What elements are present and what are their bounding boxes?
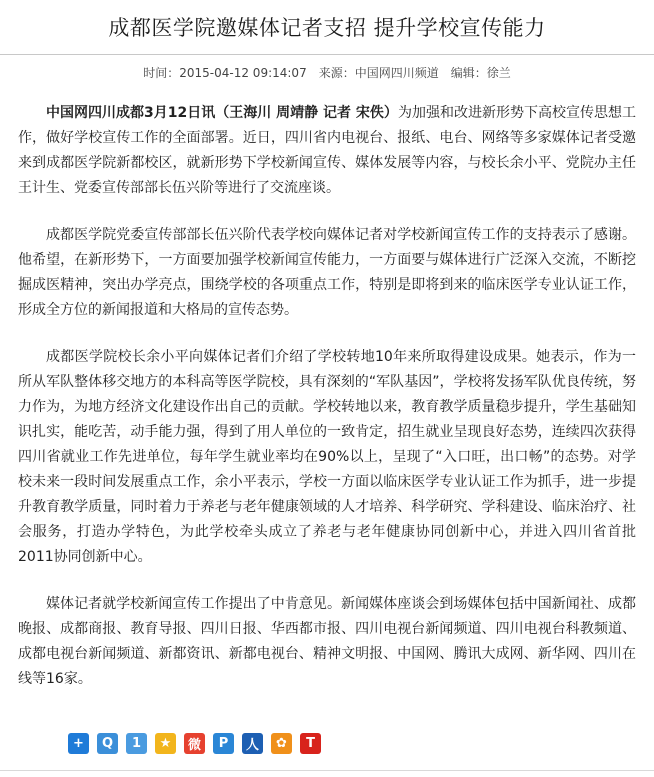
editor-name: 徐兰 <box>486 66 511 80</box>
paragraph-1 <box>18 101 636 201</box>
title-divider <box>0 54 654 55</box>
tianya-icon[interactable]: T <box>300 733 321 754</box>
paragraph-2: 成都医学院党委宣传部部长伍兴阶代表学校向媒体记者对学校新闻宣传工作的支持表示了感谢。他希望，在新形势下，一方面要加强学校新闻宣传能力，一方面要与媒体进行广泛深入交流，不断挖掘成医精神，突出办学亮点，围绕学校的各项重点工作，特别是即将到来的临床医学专业认证工作，形成全方位的新闻报道和大格局的宣传态势。 <box>18 227 636 318</box>
article-title: 成都医学院邀媒体记者支招 提升学校宣传能力 <box>108 16 546 40</box>
star-favorite-icon[interactable]: ★ <box>155 733 176 754</box>
time-label: 时间： <box>143 66 180 80</box>
kaixin-icon[interactable]: ✿ <box>271 733 292 754</box>
qq-penguin-icon[interactable]: Q <box>97 733 118 754</box>
article-meta <box>0 64 654 82</box>
source-name: 中国网四川频道 <box>354 66 439 80</box>
publish-time: 2015-04-12 09:14:07 <box>179 66 307 80</box>
source-label: 来源： <box>318 66 355 80</box>
share-bar <box>68 733 321 757</box>
paragraph-3: 成都医学院校长余小平向媒体记者们介绍了学校转地10年来所取得建设成果。她表示，作为一所从军队整体移交地方的本科高等医学院校，具有深刻的“军队基因”，学校将发扬军队优良传统，努力作为，为地方经济文化建设作出自己的贡献。学校转地以来，教育教学质量稳步提升，学生基础知识扎实，能吃苦，动手能力强，得到了用人单位的一致肯定，招生就业呈现良好态势，连续四次获得四川省就业工作先进单位，每年学生就业率均在90%以上，呈现了“入口旺，出口畅”的态势。对学校未来一段时间发展重点工作，余小平表示，学校一方面以临床医学专业认证工作为抓手，进一步提升教育教学质量，同时着力于养老与老年健康领域的人才培养、科学研究、学科建设、临床治疗、社会服务，打造办学特色，为此学校牵头成立了养老与老年健康协同创新中心，并进入四川省首批2011协同创新中心。 <box>18 349 636 565</box>
weibo-icon[interactable]: 微 <box>184 733 205 754</box>
editor-label: 编辑： <box>450 66 487 80</box>
qzone-icon[interactable]: 1 <box>126 733 147 754</box>
pengyou-icon[interactable]: P <box>213 733 234 754</box>
plus-share-icon[interactable]: + <box>68 733 89 754</box>
paragraph-4: 媒体记者就学校新闻宣传工作提出了中肯意见。新闻媒体座谈会到场媒体包括中国新闻社、成都晚报、成都商报、教育导报、四川日报、华西都市报、四川电视台新闻频道、四川电视台科教频道、成都电视台新闻频道、新都资讯、新都电视台、精神文明报、中国网、腾讯大成网、新华网、四川在线等16家。 <box>18 596 636 687</box>
bottom-divider <box>0 770 654 771</box>
dateline: 中国网四川成都3月12日讯（王海川 周靖静 记者 宋佚） <box>46 105 398 121</box>
article-body <box>18 101 636 692</box>
paragraph-1-text: 为加强和改进新形势下高校宣传思想工作，做好学校宣传工作的全面部署。近日，四川省内电视台、报纸、电台、网络等多家媒体记者受邀来到成都医学院新都校区，就新形势下学校新闻宣传、媒体发展等内容，与校长余小平、党院办主任王计生、党委宣传部部长伍兴阶等进行了交流座谈。 <box>18 105 636 196</box>
renren-icon[interactable]: 人 <box>242 733 263 754</box>
